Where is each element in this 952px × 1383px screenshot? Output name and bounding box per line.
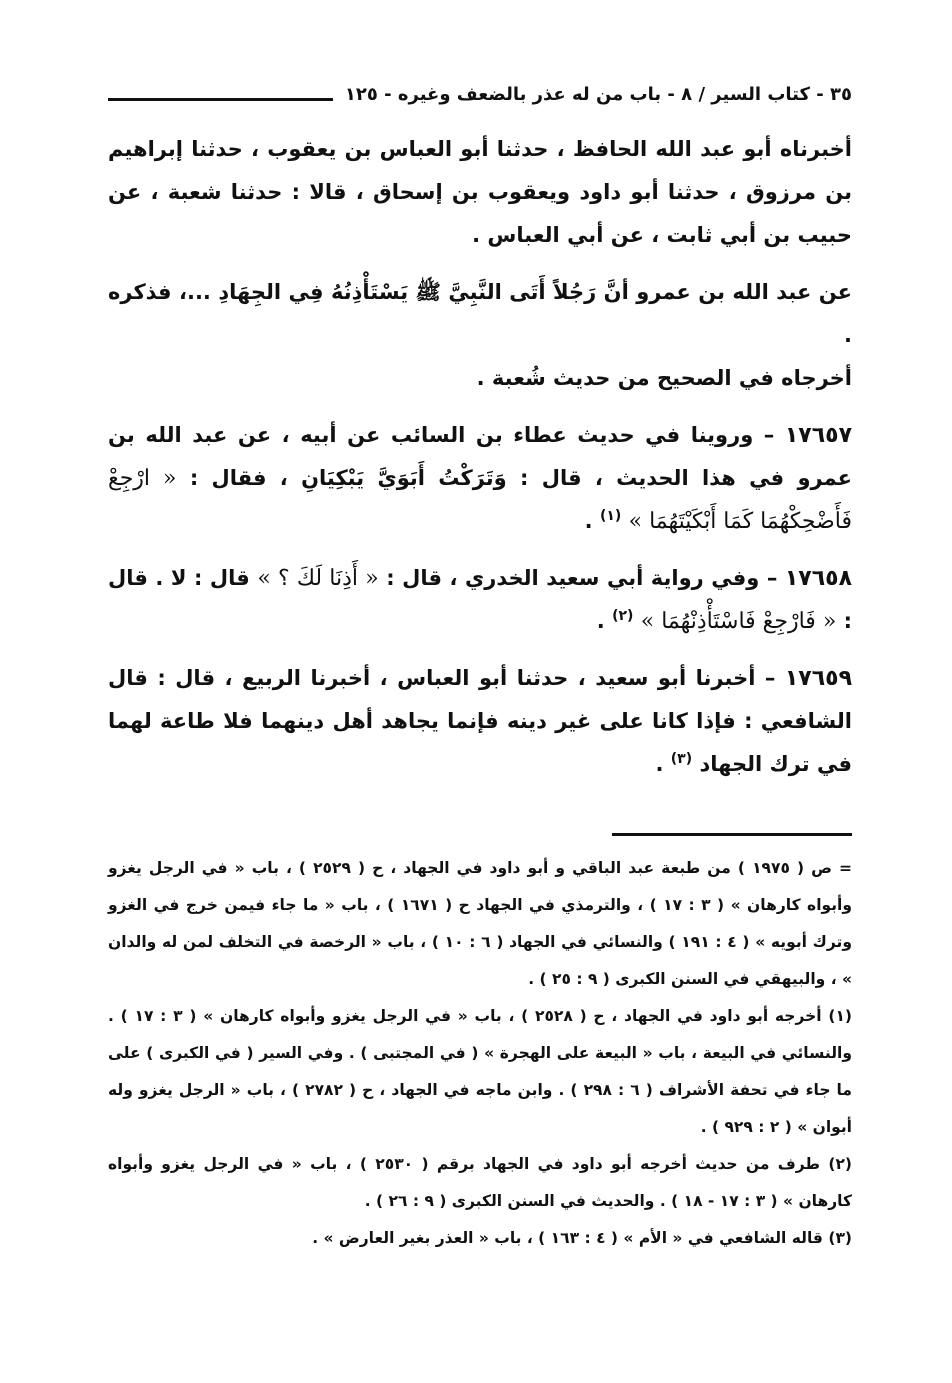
running-title: ٣٥ - كتاب السير / ٨ - باب من له عذر بالضعف وغيره - ١٢٥ xyxy=(344,83,852,105)
footnote-1: (١) أخرجه أبو داود في الجهاد ، ح ( ٢٥٢٨ ) ، باب « في الرجل يغزو وأبواه كارهان » ( ٣ : ١٧ ) . والنسائي في البيعة ، باب « البيعة على الهجرة » ( في المجتبى ) . وفي السير ( في الكبرى ) على ما جاء في تحفة الأشراف ( ٦ : ٢٩٨ ) . وابن ماجه في الجهاد ، ح ( ٢٧٨٢ ) ، باب « الرجل يغزو وله أبوان » ( ٢ : ٩٢٩ ) . xyxy=(108,1007,852,1136)
hadith-text: – وروينا في حديث عطاء بن السائب عن أبيه ، عن عبد الله بن عمرو في هذا الحديث ، قال : وَتَرَكْتُ أَبَوَيَّ يَبْكِيَانِ ، فقال : xyxy=(108,423,852,490)
footnote-ref[interactable]: (٢) xyxy=(612,608,634,624)
hadith-17657 xyxy=(108,414,852,543)
prophetic-quote: « فَارْجِعْ فَاسْتَأْذِنْهُمَا » xyxy=(640,609,837,634)
footnote-separator xyxy=(612,833,852,836)
footnote-2: (٢) طرف من حديث أخرجه أبو داود في الجهاد برقم ( ٢٥٣٠ ) ، باب « في الرجل يغزو وأبواه كارهان » ( ٣ : ١٧ - ١٨ ) . والحديث في السنن الكبرى ( ٩ : ٢٦ ) . xyxy=(108,1155,853,1210)
footnote-ref[interactable]: (٣) xyxy=(670,751,693,767)
hadith-text: قال : لا . قال : xyxy=(108,566,852,633)
main-text xyxy=(108,128,852,786)
period: . xyxy=(584,509,593,533)
hadith-17658 xyxy=(108,557,852,643)
hadith-text: – أخبرنا أبو سعيد ، حدثنا أبو العباس ، أخبرنا الربيع ، قال : قال الشافعي : فإذا كانا على غير دينه فإنما يجاهد أهل دينهما فلا طاعة لهما في ترك الجهاد xyxy=(108,666,852,776)
footnotes xyxy=(108,850,852,1257)
hadith-number: ١٧٦٥٧ xyxy=(784,423,853,448)
footnote-ref[interactable]: (١) xyxy=(599,508,622,524)
hadith-number: ١٧٦٥٨ xyxy=(784,566,853,591)
isnad-paragraph: أخبرناه أبو عبد الله الحافظ ، حدثنا أبو العباس بن يعقوب ، حدثنا إبراهيم بن مرزوق ، حدثنا أبو داود ويعقوب بن إسحاق ، قالا : حدثنا شعبة ، عن حبيب بن أبي ثابت ، عن أبي العباس . xyxy=(108,137,852,247)
takhrij-paragraph: أخرجاه في الصحيح من حديث شُعبة . xyxy=(476,366,852,390)
period: . xyxy=(596,609,605,633)
running-header xyxy=(108,74,852,114)
footnote-3: (٣) قاله الشافعي في « الأم » ( ٤ : ١٦٣ ) ، باب « العذر بغير العارض » . xyxy=(312,1229,852,1247)
prophetic-quote: « ارْجِعْ فَأَضْحِكْهُمَا كَمَا أَبْكَيْتَهُمَا » xyxy=(108,466,852,534)
prophetic-quote: « أَذِنَا لَكَ ؟ » xyxy=(257,566,379,591)
header-rule xyxy=(108,98,333,101)
hadith-intro-paragraph: عن عبد الله بن عمرو أنَّ رَجُلاً أَتَى النَّبِيَّ ﷺ يَسْتَأْذِنُهُ فِي الجِهَادِ ...، فذكره . xyxy=(108,280,852,347)
footnote-continued: = ص ( ١٩٧٥ ) من طبعة عبد الباقي و أبو داود في الجهاد ، ح ( ٢٥٢٩ ) ، باب « في الرجل يغزو وأبواه كارهان » ( ٣ : ١٧ ) ، والترمذي في الجهاد ح ( ١٦٧١ ) ، باب « ما جاء فيمن خرج في الغزو وترك أبويه » ( ٤ : ١٩١ ) والنسائي في الجهاد ( ٦ : ١٠ ) ، باب « الرخصة في التخلف لمن له والدان » ، والبيهقي في السنن الكبرى ( ٩ : ٢٥ ) . xyxy=(108,859,853,988)
hadith-17659 xyxy=(108,657,852,786)
period: . xyxy=(655,752,664,776)
hadith-number: ١٧٦٥٩ xyxy=(784,666,853,691)
hadith-text: – وفي رواية أبي سعيد الخدري ، قال : xyxy=(386,566,778,590)
